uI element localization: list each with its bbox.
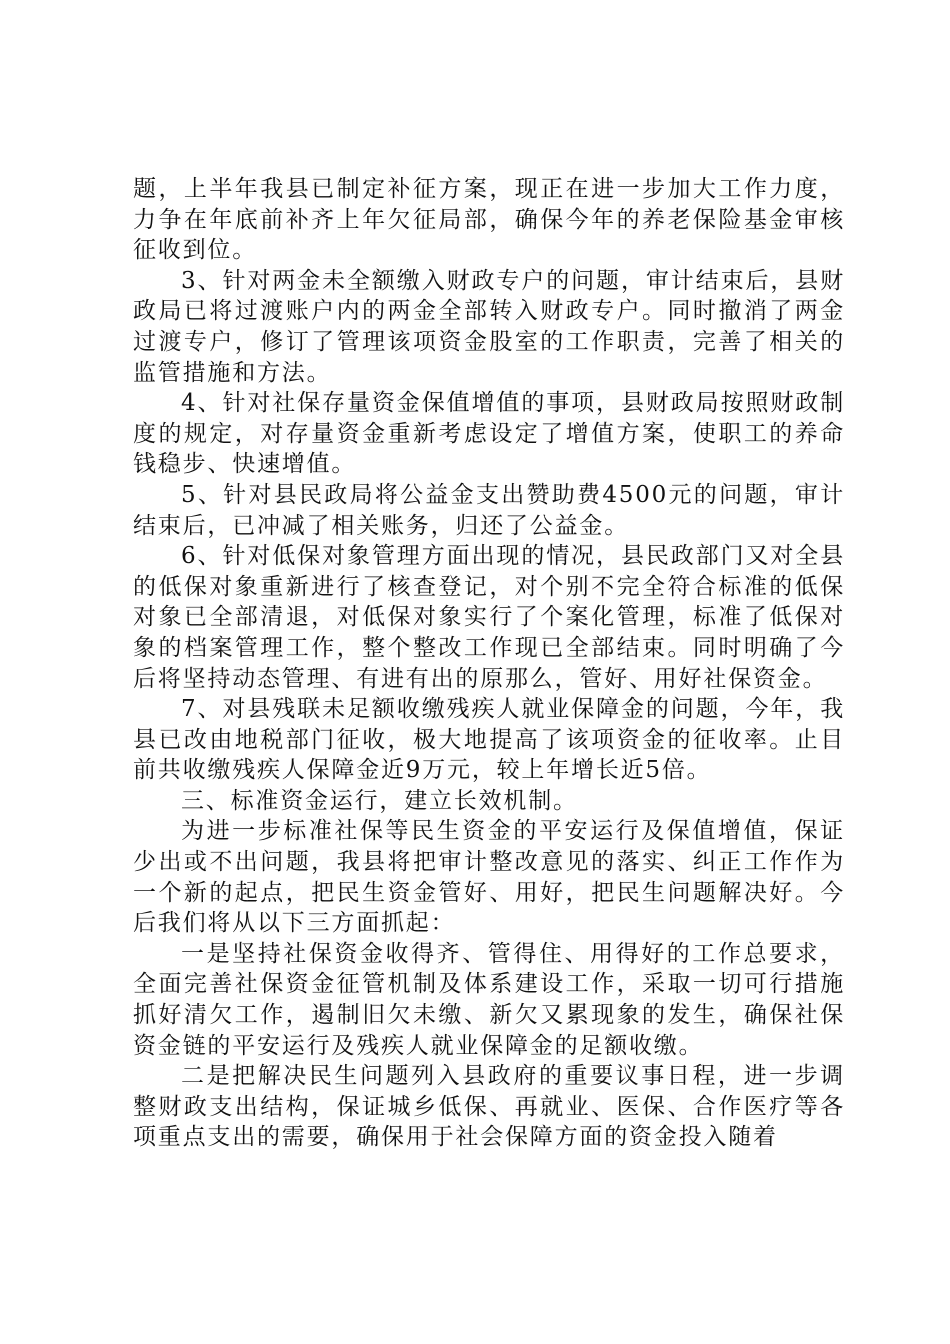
paragraph-item-6: 6、针对低保对象管理方面出现的情况，县民政部门又对全县的低保对象重新进行了核查登记，对个别不完全符合标准的低保对象已全部清退，对低保对象实行了个案化管理，标准了低保对象的档案管理工作，整个整改工作现已全部结束。同时明确了今后将坚持动态管理、有进有出的原那么，管好、用好社保资金。 [133,543,845,692]
paragraph-item-7: 7、对县残联未足额收缴残疾人就业保障金的问题，今年，我县已改由地税部门征收，极大地提高了该项资金的征收率。止目前共收缴残疾人保障金近9万元，较上年增长近5倍。 [133,696,845,784]
paragraph-continuation: 题，上半年我县已制定补征方案，现正在进一步加大工作力度，力争在年底前补齐上年欠征局部，确保今年的养老保险基金审核征收到位。 [133,176,845,264]
section-heading-3: 三、标准资金运行，建立长效机制。 [181,787,578,814]
paragraph-point-1: 一是坚持社保资金收得齐、管得住、用得好的工作总要求，全面完善社保资金征管机制及体系建设工作，采取一切可行措施抓好清欠工作，遏制旧欠未缴、新欠又累现象的发生，确保社保资金链的平安运行及残疾人就业保障金的足额收缴。 [133,940,845,1059]
document-body [133,174,845,1153]
paragraph-item-3: 3、针对两金未全额缴入财政专户的问题，审计结束后，县财政局已将过渡账户内的两金全部转入财政专户。同时撤消了两金过渡专户，修订了管理该项资金股室的工作职责，完善了相关的监管措施和方法。 [133,267,845,386]
paragraph-item-5: 5、针对县民政局将公益金支出赞助费4500元的问题，审计结束后，已冲减了相关账务，归还了公益金。 [133,481,845,539]
paragraph-item-4: 4、针对社保存量资金保值增值的事项，县财政局按照财政制度的规定，对存量资金重新考虑设定了增值方案，使职工的养命钱稳步、快速增值。 [133,390,845,478]
paragraph-intro: 为进一步标准社保等民生资金的平安运行及保值增值，保证少出或不出问题，我县将把审计整改意见的落实、纠正工作作为一个新的起点，把民生资金管好、用好，把民生问题解决好。今后我们将从以下三方面抓起： [133,818,845,937]
paragraph-point-2: 二是把解决民生问题列入县政府的重要议事日程，进一步调整财政支出结构，保证城乡低保、再就业、医保、合作医疗等各项重点支出的需要，确保用于社会保障方面的资金投入随着 [133,1063,845,1151]
